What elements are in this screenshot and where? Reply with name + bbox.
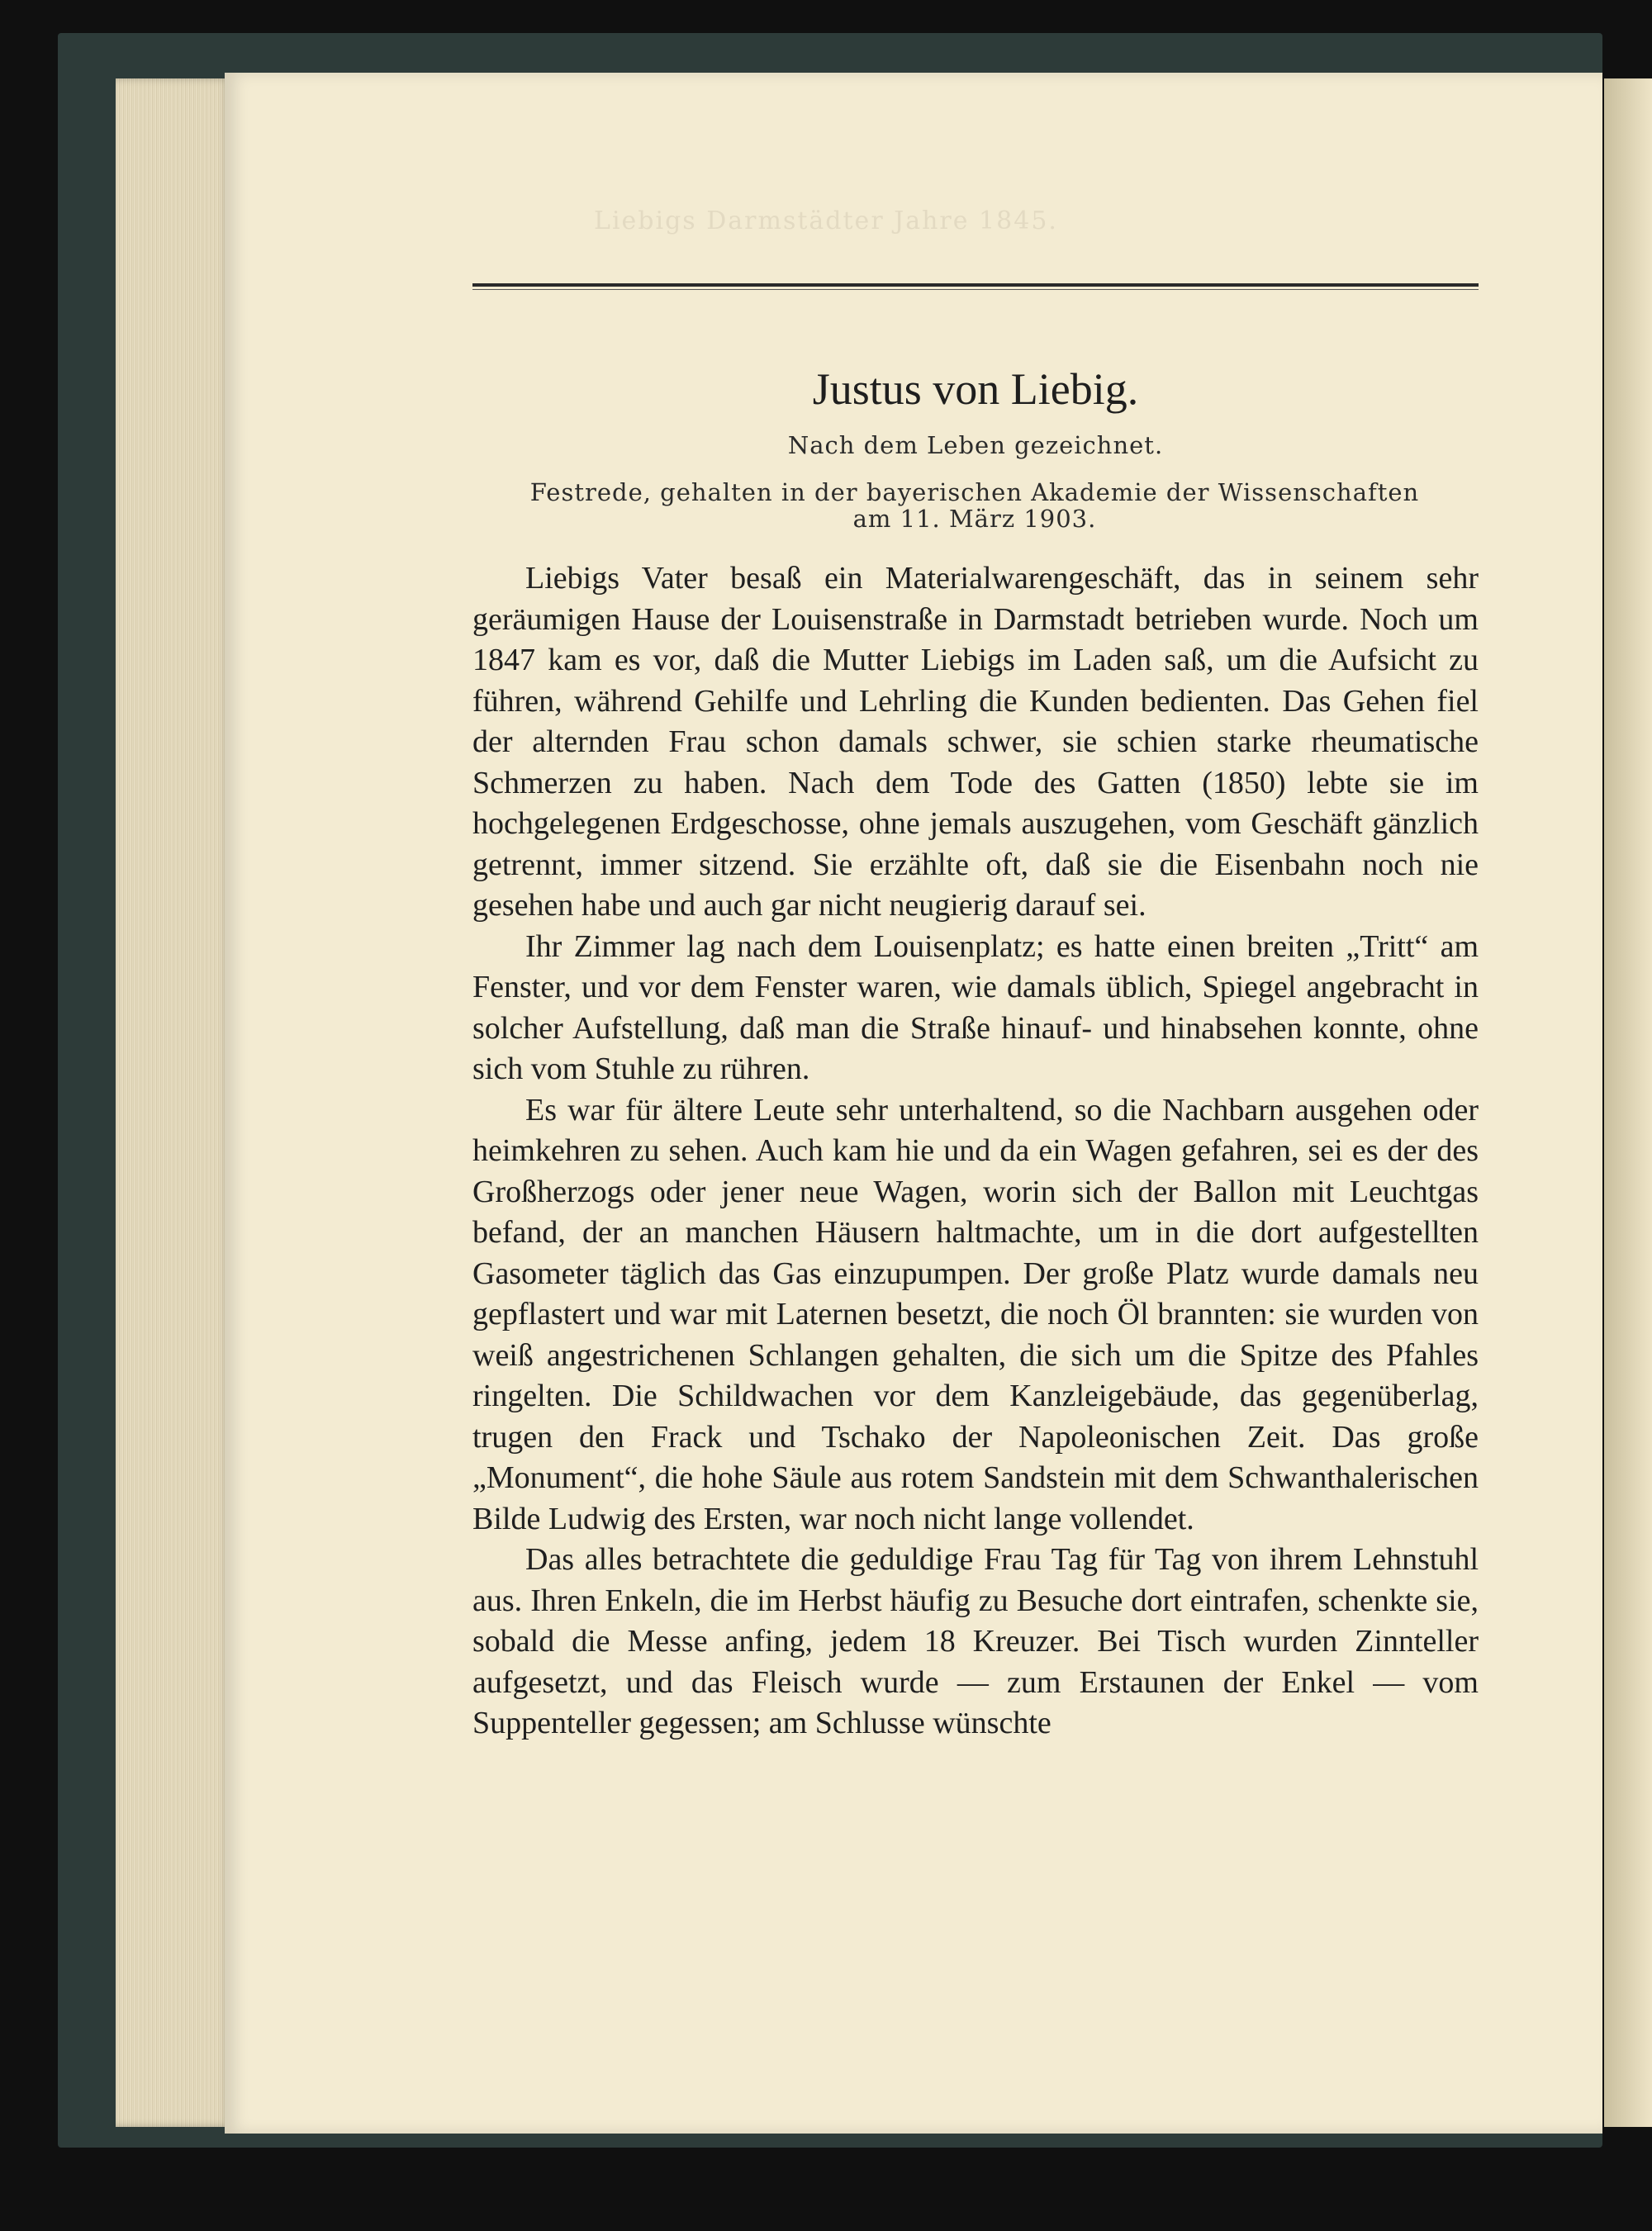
- chapter-subtitle: Nach dem Leben gezeichnet.: [787, 431, 1164, 459]
- paragraph-4: Das alles betrachtete die geduldige Frau Tag für Tag von ihrem Lehnstuhl aus. Ihren Enkeln, die im Herbst häufig zu Besuche dort eintrafen, schenkte sie, sobald die Messe anfing, jedem 18 Kreuzer. Bei Tisch wurden Zinnteller aufgesetzt, und das Fleisch wurde — zum Erstaunen der Enkel — vom Suppenteller gegessen; am Schlusse wünschte: [472, 1542, 1479, 1740]
- occasion-line-2: am 11. März 1903.: [852, 505, 1097, 533]
- occasion-line-1: Festrede, gehalten in der bayerischen Akademie der Wissenschaften: [529, 478, 1420, 506]
- chapter-title: Justus von Liebig.: [812, 364, 1139, 414]
- page-edges: [116, 78, 231, 2127]
- occasion-note: [529, 479, 1421, 532]
- facing-page-edge: [1604, 78, 1652, 2127]
- bleed-through-running-head: Liebigs Darmstädter Jahre 1845.: [594, 206, 1058, 235]
- header-rule-thin: [472, 289, 1479, 290]
- paragraph-2: Ihr Zimmer lag nach dem Louisenplatz; es hatte einen breiten „Tritt“ am Fenster, und vor dem Fenster waren, wie damals üblich, Spiegel angebracht in solcher Aufstellung, daß man die Straße hinauf- und hinabsehen konnte, ohne sich vom Stuhle zu rühren.: [472, 928, 1479, 1086]
- paragraph-1: Liebigs Vater besaß ein Materialwarengeschäft, das in seinem sehr geräumigen Hause der Louisenstraße in Darmstadt betrieben wurde. Noch um 1847 kam es vor, daß die Mutter Liebigs im Laden saß, um die Aufsicht zu führen, während Gehilfe und Lehrling die Kunden bedienten. Das Gehen fiel der alternden Frau schon damals schwer, sie schien starke rheumatische Schmerzen zu haben. Nach dem Tode des Gatten (1850) lebte sie im hochgelegenen Erdgeschosse, ohne jemals auszugehen, vom Geschäft gänzlich getrennt, immer sitzend. Sie erzählte oft, daß sie die Eisenbahn noch nie gesehen habe und auch gar nicht neugierig darauf sei.: [472, 561, 1479, 923]
- body-text: [472, 558, 1479, 1744]
- paragraph-3: Es war für ältere Leute sehr unterhaltend, so die Nachbarn ausgehen oder heimkehren zu sehen. Auch kam hie und da ein Wagen gefahren, sei es der des Großherzogs oder jener neue Wagen, worin sich der Ballon mit Leuchtgas befand, der an manchen Häusern haltmachte, um in die dort aufgestellten Gasometer täglich das Gas einzupumpen. Der große Platz wurde damals neu gepflastert und war mit Laternen besetzt, die noch Öl brannten: sie wurden von weiß angestrichenen Schlangen gehalten, die sich um die Spitze des Pfahles ringelten. Die Schildwachen vor dem Kanzleigebäude, das gegenüberlag, trugen den Frack und Tschako der Napoleonischen Zeit. Das große „Monument“, die hohe Säule aus rotem Sandstein mit dem Schwanthalerischen Bilde Ludwig des Ersten, war noch nicht lange vollendet.: [472, 1092, 1479, 1536]
- header-rule: [472, 283, 1479, 287]
